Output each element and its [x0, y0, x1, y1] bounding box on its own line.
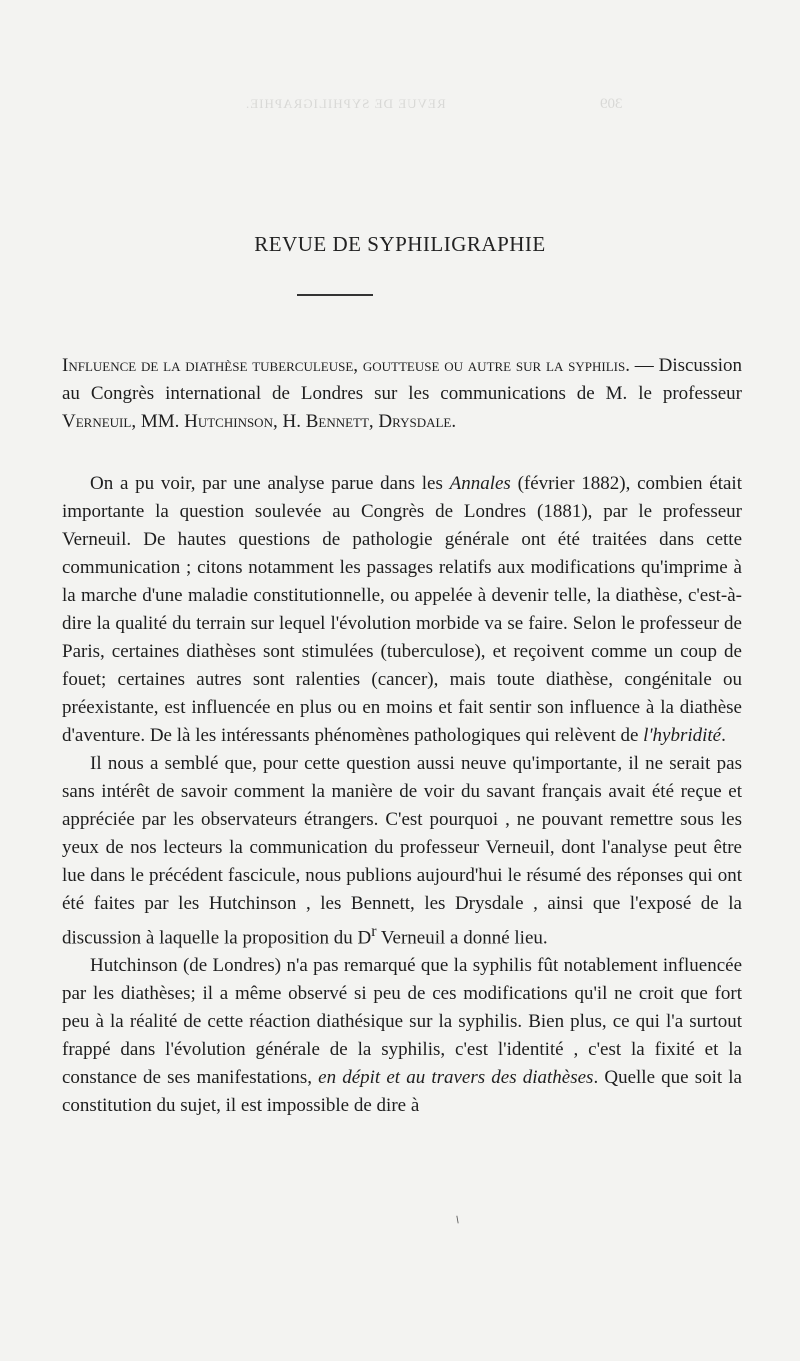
paragraph-2-text-a: Il nous a semblé que, pour cette question aussi neuve qu'importante, il ne serait pas sans intérêt de savoir comment la manière de voir du savant français avait été reçue et appréciée par les observateurs étrangers. C'est pourquoi , ne pouvant remettre sous les yeux de nos lecteurs la communication du professeur Verneuil, dont l'analyse peut être lue dans le précédent fascicule, nous publions aujourd'hui le résumé des réponses qui ont été faites par les Hutchinson , les Bennett, les Drysdale , ainsi que l'exposé de la discussion à laquelle la proposition du D	[62, 753, 742, 949]
paragraph-3-italic-phrase: en dépit et au travers des diathèses	[318, 1067, 594, 1089]
heading-text-5: .	[451, 411, 457, 432]
heading-name-bennett: Bennett	[305, 411, 369, 432]
heading-text-4: ,	[368, 411, 379, 432]
heading-text-3: , H.	[272, 411, 306, 432]
printer-mark: ⸜	[450, 1207, 468, 1227]
heading-text-2: , MM.	[131, 411, 185, 432]
heading-text-1: — Discussion au Congrès international de Londres sur les communications de M. le professeur	[62, 355, 742, 404]
paragraph-1-italic-annales: Annales	[449, 473, 511, 494]
paragraph-3	[62, 952, 742, 1120]
heading-name-hutchinson: Hutchinson	[184, 411, 273, 432]
title-rule	[297, 294, 373, 296]
paragraph-1-italic-hybridite: l'hybridité	[643, 725, 722, 746]
paragraph-1	[62, 470, 742, 750]
paragraph-1-text-a: On a pu voir, par une analyse parue dans les	[90, 473, 450, 494]
paragraph-1-text-c: .	[721, 725, 726, 746]
bleed-page-number: 309	[600, 96, 623, 112]
paragraph-3-text-a: Hutchinson (de Londres) n'a pas remarqué que la syphilis fût notablement influencée par les diathèses; il a même observé si peu de ces modifications qu'il ne croit que fort peu à la réalité de cette réaction diathésique sur la syphilis. Bien plus, ce qui l'a surtout frappé dans l'évolution générale de la syphilis, c'est l'identité , c'est la fixité et la constance de ses manifestations,	[62, 955, 742, 1089]
paragraph-2-superscript: r	[371, 923, 377, 940]
heading-name-drysdale: Drysdale	[378, 411, 452, 432]
bleed-running-head: REVUE DE SYPHILIGRAPHIE.	[245, 96, 446, 111]
paragraph-2-text-b: Verneuil a donné lieu.	[376, 927, 548, 949]
paragraph-2	[62, 750, 742, 952]
heading-smallcaps-1: Influence de la diathèse tuberculeuse, goutteuse ou autre sur la syphilis.	[62, 355, 630, 376]
article-heading	[62, 352, 742, 436]
heading-name-verneuil: Verneuil	[62, 411, 132, 432]
article-body	[62, 470, 742, 1120]
page-title: REVUE DE SYPHILIGRAPHIE	[254, 232, 546, 256]
paragraph-3-text-b: . Quelle que soit la constitution du sujet, il est impossible de dire à	[62, 1067, 742, 1117]
paragraph-1-text-b: (février 1882), combien était importante la question soulevée au Congrès de Londres (1881), par le professeur Verneuil. De hautes questions de pathologie générale ont été traitées dans cette communication ; citons notamment les passages relatifs aux modifications qu'imprime à la marche d'une maladie constitutionnelle, ou appelée à devenir telle, la diathèse, c'est-à-dire la qualité du terrain sur lequel l'évolution morbide va se faire. Selon le professeur de Paris, certaines diathèses sont stimulées (tuberculose), et reçoivent comme un coup de fouet; certaines autres sont ralenties (cancer), mais toute diathèse, congénitale ou préexistante, est influencée en plus ou en moins et fait sentir son influence à la diathèse d'aventure. De là les intéressants phénomènes pathologiques qui relèvent de	[62, 473, 742, 746]
